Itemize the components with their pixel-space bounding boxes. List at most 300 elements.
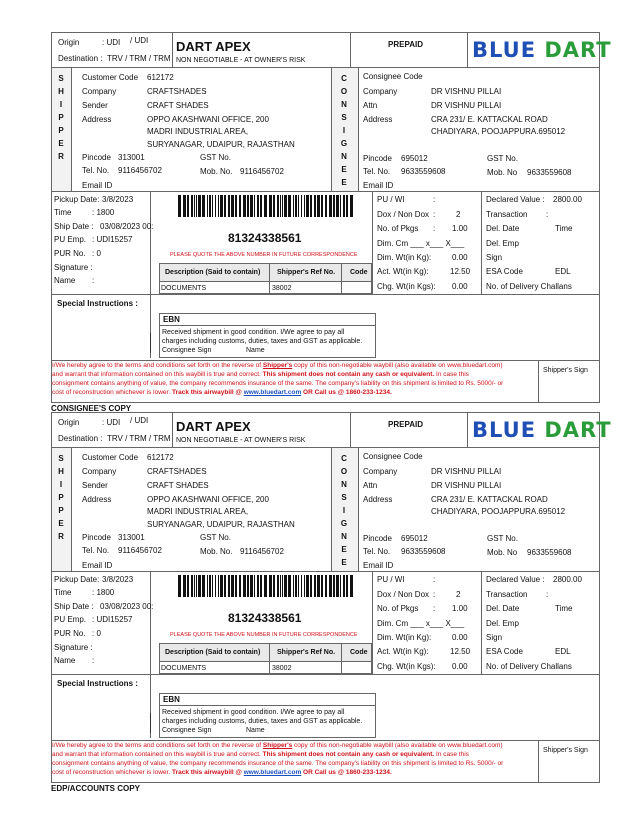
shipper-tel-value: 9116456702 <box>118 546 162 555</box>
dim-weight-label: Dim. Wt(in Kg): <box>377 633 432 642</box>
awb-note: PLEASE QUOTE THE ABOVE NUMBER IN FUTURE CORRESPONDENCE <box>170 632 358 638</box>
shipper-ref-value: 38002 <box>272 665 292 672</box>
barcode-bar <box>350 195 353 217</box>
charged-weight-value: 0.00 <box>452 282 468 291</box>
barcode-bar <box>340 195 341 217</box>
consignee-mob-label: Mob. No <box>487 168 518 177</box>
barcode-bar <box>228 195 230 217</box>
consignee-letter: I <box>342 506 346 515</box>
consignee-name-label: Name <box>246 347 265 354</box>
delivery-date-label: Del. Date <box>486 604 520 613</box>
charged-weight-value: 0.00 <box>452 662 468 671</box>
pu-wi-colon: : <box>433 575 436 584</box>
barcode-bar <box>196 575 197 597</box>
barcode-bar <box>340 575 341 597</box>
barcode-bar <box>321 575 323 597</box>
pu-emp-label: PU Emp. <box>54 615 87 624</box>
barcode-bar <box>178 195 181 217</box>
origin-extra: / UDI <box>130 416 149 425</box>
shipper-pincode-label: Pincode <box>82 533 111 542</box>
consignee-letter: G <box>340 139 348 148</box>
terms-line: and warrant that information contained on this waybill is true and correct. This shipment does not contain any cash or equivalent. In case this <box>52 751 469 758</box>
customer-code-value: 612172 <box>147 453 174 462</box>
customer-code-label: Customer Code <box>82 453 139 462</box>
consignee-letter: O <box>340 87 348 96</box>
consignee-address-label: Address <box>363 495 393 504</box>
transaction-label: Transaction <box>486 590 528 599</box>
shipper-address-label: Address <box>82 495 112 504</box>
non-negotiable-note: NON NEGOTIABLE - AT OWNER'S RISK <box>176 57 306 64</box>
barcode-bar <box>325 195 327 217</box>
ship-date-label: Ship Date : <box>54 222 94 231</box>
consignee-code-label: Consignee Code <box>363 72 423 81</box>
barcode-bar <box>293 575 294 597</box>
barcode-bar <box>202 575 205 597</box>
pkgs-label: No. of Pkgs <box>377 604 419 613</box>
barcode-bar <box>215 195 216 217</box>
ship-date-value: 03/08/2023 00: <box>100 602 154 611</box>
barcode-bar <box>228 575 230 597</box>
charged-weight-label: Chg. Wt(in Kgs): <box>377 282 436 291</box>
barcode-bar <box>183 575 186 597</box>
terms-line: and warrant that information contained on this waybill is true and correct. This shipment does not contain any cash or equivalent. In case this <box>52 371 469 378</box>
pickup-time-label: Time <box>54 588 72 597</box>
pur-no-label: PUR No. <box>54 249 86 258</box>
barcode-bar <box>194 195 195 217</box>
barcode-bar <box>207 575 208 597</box>
barcode-bar <box>207 195 208 217</box>
pickup-date-value: 3/8/2023 <box>102 195 134 204</box>
barcode-bar <box>343 575 345 597</box>
consignee-mob-value: 9633559608 <box>527 168 572 177</box>
barcode-bar <box>212 195 213 217</box>
airwaybill-number: 81324338561 <box>228 611 302 625</box>
copy-label: CONSIGNEE'S COPY <box>51 404 132 413</box>
consignee-letter: C <box>341 454 347 463</box>
origin-label: Origin <box>58 38 80 47</box>
barcode-bar <box>187 195 189 217</box>
consignee-letter: I <box>342 126 346 135</box>
charged-weight-label: Chg. Wt(in Kgs): <box>377 662 436 671</box>
service-name: DART APEX <box>176 419 251 434</box>
shippers-sign-label: Shipper's Sign <box>543 747 588 754</box>
shipper-letter: P <box>58 506 64 515</box>
pu-wi-label: PU / WI <box>377 575 405 584</box>
barcode-bar <box>314 575 316 597</box>
declared-value-label: Declared Value : <box>486 195 545 204</box>
shipper-letter: R <box>58 532 64 541</box>
shipper-letter: E <box>58 139 64 148</box>
barcode-bar <box>336 195 339 217</box>
declared-value: 2800.00 <box>553 575 582 584</box>
dox-colon: : <box>433 590 436 599</box>
consignee-letter: C <box>341 74 347 83</box>
pu-emp-label: PU Emp. <box>54 235 87 244</box>
barcode-bar <box>273 195 275 217</box>
barcode-bar <box>306 575 309 597</box>
code-header: Code <box>350 269 368 276</box>
shipper-ref-header: Shipper's Ref No. <box>277 269 336 276</box>
consignee-tel-label: Tel. No. <box>363 547 391 556</box>
barcode-bar <box>306 195 309 217</box>
pur-no-label: PUR No. <box>54 629 86 638</box>
shipper-address-line: SURYANAGAR, UDAIPUR, RAJASTHAN <box>147 140 295 149</box>
shipper-letter: I <box>59 480 63 489</box>
consignee-mob-value: 9633559608 <box>527 548 572 557</box>
shipper-ref-header: Shipper's Ref No. <box>277 649 336 656</box>
shipper-letter: P <box>58 493 64 502</box>
barcode-bar <box>209 195 211 217</box>
description-header: Description (Said to contain) <box>165 649 261 656</box>
barcode-bar <box>257 575 259 597</box>
barcode-bar <box>329 575 332 597</box>
barcode-bar <box>280 575 281 597</box>
dox-label: Dox / Non Dox <box>377 210 430 219</box>
consignee-tel-value: 9633559608 <box>401 547 446 556</box>
consignee-company-value: DR VISHNU PILLAI <box>431 87 502 96</box>
shipper-company-value: CRAFTSHADES <box>147 87 207 96</box>
barcode-bar <box>187 575 189 597</box>
service-name: DART APEX <box>176 39 251 54</box>
origin-value: : UDI <box>102 38 121 47</box>
terms-line: cost of reconstruction whichever is lower. Track this airwaybill @ www.bluedart.com OR Call us @ 1860-233-1234. <box>52 389 392 396</box>
consignee-pincode-label: Pincode <box>363 154 392 163</box>
consignee-email-label: Email ID <box>363 561 394 570</box>
barcode-bar <box>280 195 281 217</box>
shipper-letter: H <box>58 467 64 476</box>
barcode-bar <box>215 575 216 597</box>
barcode-bar <box>250 195 253 217</box>
pu-emp-value: : UDI15257 <box>92 235 133 244</box>
signature-label: Signature : <box>54 643 93 652</box>
barcode-bar <box>295 575 297 597</box>
esa-code-value: EDL <box>555 647 571 656</box>
consignee-address-label: Address <box>363 115 393 124</box>
actual-weight-label: Act. Wt(in Kg): <box>377 647 429 656</box>
dim-weight-value: 0.00 <box>452 633 468 642</box>
barcode-bar <box>257 195 259 217</box>
barcode-bar <box>288 195 291 217</box>
special-instructions-label: Special Instructions : <box>57 679 138 688</box>
consignee-letter: E <box>341 178 347 187</box>
delivery-date-label: Del. Date <box>486 224 520 233</box>
consignee-pincode-value: 695012 <box>401 534 428 543</box>
consignee-letter: N <box>341 100 347 109</box>
shipper-tel-value: 9116456702 <box>118 166 162 175</box>
dox-value: 2 <box>456 590 461 599</box>
barcode-bar <box>254 575 255 597</box>
barcode-bar <box>277 195 279 217</box>
barcode-bar <box>273 575 275 597</box>
delivery-time-label: Time <box>555 604 573 613</box>
barcode-bar <box>220 575 223 597</box>
barcode-bar <box>198 195 201 217</box>
barcode-bar <box>336 575 339 597</box>
barcode-icon <box>178 195 356 217</box>
shipper-address-line: OPPO AKASHWANI OFFICE, 200 <box>147 495 269 504</box>
consignee-tel-label: Tel. No. <box>363 167 391 176</box>
terms-line: consignment contains anything of value, the company recommends insurance of the same. The company's liability on this shipment is limited to Rs. 5000/- or <box>52 760 504 767</box>
barcode-bar <box>301 195 302 217</box>
shipper-tel-label: Tel. No. <box>82 546 110 555</box>
barcode-bar <box>239 575 241 597</box>
barcode-bar <box>298 195 299 217</box>
received-statement: charges including customs, duties, taxes and GST as applicable. <box>162 338 363 345</box>
barcode-bar <box>243 195 246 217</box>
consignee-mob-label: Mob. No <box>487 548 518 557</box>
special-instructions-label: Special Instructions : <box>57 299 138 308</box>
consignee-company-value: DR VISHNU PILLAI <box>431 467 502 476</box>
shipper-email-label: Email ID <box>82 561 113 570</box>
shipper-address-line: SURYANAGAR, UDAIPUR, RAJASTHAN <box>147 520 295 529</box>
pickup-name-colon: : <box>92 276 95 285</box>
barcode-bar <box>277 575 279 597</box>
shipper-mob-value: 9116456702 <box>240 167 284 176</box>
consignee-address-line: CRA 231/ E. KATTACKAL ROAD <box>431 115 548 124</box>
consignee-address-line: CHADIYARA, POOJAPPURA.695012 <box>431 127 566 136</box>
sender-label: Sender <box>82 481 108 490</box>
shipper-mob-label: Mob. No. <box>200 547 233 556</box>
consignee-attn-value: DR VISHNU PILLAI <box>431 101 502 110</box>
barcode-bar <box>247 575 249 597</box>
barcode-bar <box>310 195 312 217</box>
airwaybill-number: 81324338561 <box>228 231 302 245</box>
barcode-bar <box>254 195 255 217</box>
barcode-bar <box>329 195 332 217</box>
shipper-ref-value: 38002 <box>272 285 292 292</box>
barcode-bar <box>284 575 287 597</box>
barcode-bar <box>298 575 299 597</box>
pkgs-value: 1.00 <box>452 224 468 233</box>
declared-value: 2800.00 <box>553 195 582 204</box>
barcode-bar <box>235 195 237 217</box>
delivery-challans-label: No. of Delivery Challans <box>486 282 572 291</box>
payment-type: PREPAID <box>388 40 423 49</box>
payment-type: PREPAID <box>388 420 423 429</box>
shipper-letter: P <box>58 126 64 135</box>
actual-weight-value: 12.50 <box>450 647 471 656</box>
barcode-bar <box>196 195 197 217</box>
shipper-letter: E <box>58 519 64 528</box>
consignee-company-label: Company <box>363 87 398 96</box>
shipper-address-line: OPPO AKASHWANI OFFICE, 200 <box>147 115 269 124</box>
barcode-bar <box>202 195 205 217</box>
barcode-bar <box>191 195 193 217</box>
delivery-sign-label: Sign <box>486 633 503 642</box>
barcode-bar <box>218 575 219 597</box>
barcode-bar <box>288 575 291 597</box>
barcode-bar <box>194 575 195 597</box>
barcode-bar <box>346 195 348 217</box>
shipper-letter: S <box>58 74 64 83</box>
shipper-tel-label: Tel. No. <box>82 166 110 175</box>
waybill-copy <box>0 380 638 793</box>
pickup-time-value: : 1800 <box>92 208 115 217</box>
barcode-bar <box>191 575 193 597</box>
signature-line <box>150 713 151 733</box>
consignee-letter: G <box>340 519 348 528</box>
shipper-letter: P <box>58 113 64 122</box>
consignee-sign-label: Consignee Sign <box>162 727 212 734</box>
consignee-sign-label: Consignee Sign <box>162 347 212 354</box>
delivery-sign-label: Sign <box>486 253 503 262</box>
barcode-bar <box>269 575 272 597</box>
consignee-tel-value: 9633559608 <box>401 167 446 176</box>
description-header: Description (Said to contain) <box>165 269 261 276</box>
destination-label: Destination : <box>58 54 103 63</box>
barcode-bar <box>350 575 353 597</box>
consignee-letter: O <box>340 467 348 476</box>
terms-line: I/We hereby agree to the terms and conditions set forth on the reverse of Shipper's copy of this non-negotiable waybill (also available on www.bluedart.com) <box>52 742 503 749</box>
pickup-time-value: : 1800 <box>92 588 115 597</box>
pickup-date-value: 3/8/2023 <box>102 575 134 584</box>
barcode-bar <box>260 575 262 597</box>
barcode-bar <box>325 575 327 597</box>
actual-weight-label: Act. Wt(in Kg): <box>377 267 429 276</box>
terms-line: cost of reconstruction whichever is lower. Track this airwaybill @ www.bluedart.com OR Call us @ 1860-233-1234. <box>52 769 392 776</box>
consignee-gst-label: GST No. <box>487 534 518 543</box>
consignee-gst-label: GST No. <box>487 154 518 163</box>
dox-colon: : <box>433 210 436 219</box>
barcode-bar <box>304 575 305 597</box>
barcode-bar <box>183 195 186 217</box>
customer-code-label: Customer Code <box>82 73 139 82</box>
barcode-bar <box>250 575 253 597</box>
barcode-bar <box>310 575 312 597</box>
pur-no-value: : 0 <box>92 249 101 258</box>
barcode-bar <box>346 575 348 597</box>
barcode-bar <box>218 195 219 217</box>
consignee-letter: N <box>341 152 347 161</box>
barcode-bar <box>343 195 345 217</box>
consignee-pincode-label: Pincode <box>363 534 392 543</box>
shipper-pincode-label: Pincode <box>82 153 111 162</box>
barcode-bar <box>304 195 305 217</box>
transaction-colon: : <box>546 210 549 219</box>
pickup-time-label: Time <box>54 208 72 217</box>
delivery-challans-label: No. of Delivery Challans <box>486 662 572 671</box>
shipper-letter: S <box>58 454 64 463</box>
consignee-company-label: Company <box>363 467 398 476</box>
shipper-gst-label: GST No. <box>200 153 231 162</box>
barcode-bar <box>260 195 262 217</box>
shipper-letter: I <box>59 100 63 109</box>
barcode-bar <box>178 575 181 597</box>
pickup-name-colon: : <box>92 656 95 665</box>
awb-note: PLEASE QUOTE THE ABOVE NUMBER IN FUTURE CORRESPONDENCE <box>170 252 358 258</box>
pickup-name-label: Name <box>54 276 76 285</box>
actual-weight-value: 12.50 <box>450 267 471 276</box>
signature-label: Signature : <box>54 263 93 272</box>
barcode-bar <box>247 195 249 217</box>
delivery-time-label: Time <box>555 224 573 233</box>
ebn-label: EBN <box>163 315 180 324</box>
pickup-date-label: Pickup Date: <box>54 575 100 584</box>
barcode-bar <box>282 195 283 217</box>
shipper-gst-label: GST No. <box>200 533 231 542</box>
barcode-bar <box>282 575 283 597</box>
pickup-name-label: Name <box>54 656 76 665</box>
description-value: DOCUMENTS <box>161 665 207 672</box>
shipper-company-value: CRAFTSHADES <box>147 467 207 476</box>
shipper-mob-label: Mob. No. <box>200 167 233 176</box>
barcode-bar <box>231 575 234 597</box>
consignee-letter: E <box>341 558 347 567</box>
shipper-pincode-value: 313001 <box>118 533 145 542</box>
shippers-sign-label: Shipper's Sign <box>543 367 588 374</box>
consignee-address-line: CRA 231/ E. KATTACKAL ROAD <box>431 495 548 504</box>
consignee-name-label: Name <box>246 727 265 734</box>
bluedart-link[interactable]: www.bluedart.com <box>243 389 302 396</box>
dox-label: Dox / Non Dox <box>377 590 430 599</box>
shipper-address-line: MADRI INDUSTRIAL AREA, <box>147 127 249 136</box>
barcode-bar <box>264 195 267 217</box>
dim-weight-value: 0.00 <box>452 253 468 262</box>
pkgs-colon: : <box>433 604 436 613</box>
sender-value: CRAFT SHADES <box>147 481 209 490</box>
consignee-letter: E <box>341 545 347 554</box>
shipper-letter: R <box>58 152 64 161</box>
pu-wi-colon: : <box>433 195 436 204</box>
origin-label: Origin <box>58 418 80 427</box>
transaction-label: Transaction <box>486 210 528 219</box>
ebn-label: EBN <box>163 695 180 704</box>
barcode-bar <box>224 575 226 597</box>
blue-dart-logo: BLUE DART <box>472 418 612 442</box>
description-value: DOCUMENTS <box>161 285 207 292</box>
dimensions-label: Dim. Cm ___ x___ X___ <box>377 619 465 628</box>
received-statement: Received shipment in good condition. I/We agree to pay all <box>162 329 345 336</box>
pkgs-label: No. of Pkgs <box>377 224 419 233</box>
barcode-bar <box>243 575 246 597</box>
barcode-bar <box>321 195 323 217</box>
dimensions-label: Dim. Cm ___ x___ X___ <box>377 239 465 248</box>
copy-label: EDP/ACCOUNTS COPY <box>51 784 140 793</box>
shipper-pincode-value: 313001 <box>118 153 145 162</box>
delivery-emp-label: Del. Emp <box>486 239 519 248</box>
destination-value: TRV / TRM / TRM <box>107 434 171 443</box>
consignee-letter: S <box>341 113 347 122</box>
barcode-bar <box>264 575 267 597</box>
barcode-bar <box>231 195 234 217</box>
blue-dart-logo: BLUE DART <box>472 38 612 62</box>
barcode-bar <box>293 195 294 217</box>
pur-no-value: : 0 <box>92 629 101 638</box>
barcode-bar <box>198 575 201 597</box>
transaction-colon: : <box>546 590 549 599</box>
sender-value: CRAFT SHADES <box>147 101 209 110</box>
barcode-bar <box>333 195 335 217</box>
origin-value: : UDI <box>102 418 121 427</box>
barcode-bar <box>239 195 241 217</box>
esa-code-value: EDL <box>555 267 571 276</box>
code-header: Code <box>350 649 368 656</box>
barcode-bar <box>333 575 335 597</box>
barcode-bar <box>314 195 316 217</box>
non-negotiable-note: NON NEGOTIABLE - AT OWNER'S RISK <box>176 437 306 444</box>
barcode-icon <box>178 575 356 597</box>
consignee-pincode-value: 695012 <box>401 154 428 163</box>
origin-extra: / UDI <box>130 36 149 45</box>
barcode-bar <box>317 575 320 597</box>
bluedart-link[interactable]: www.bluedart.com <box>243 769 302 776</box>
consignee-letter: S <box>341 493 347 502</box>
signature-line <box>150 333 151 353</box>
consignee-attn-label: Attn <box>363 101 378 110</box>
consignee-email-label: Email ID <box>363 181 394 190</box>
dim-weight-label: Dim. Wt(in Kg): <box>377 253 432 262</box>
shipper-email-label: Email ID <box>82 181 113 190</box>
